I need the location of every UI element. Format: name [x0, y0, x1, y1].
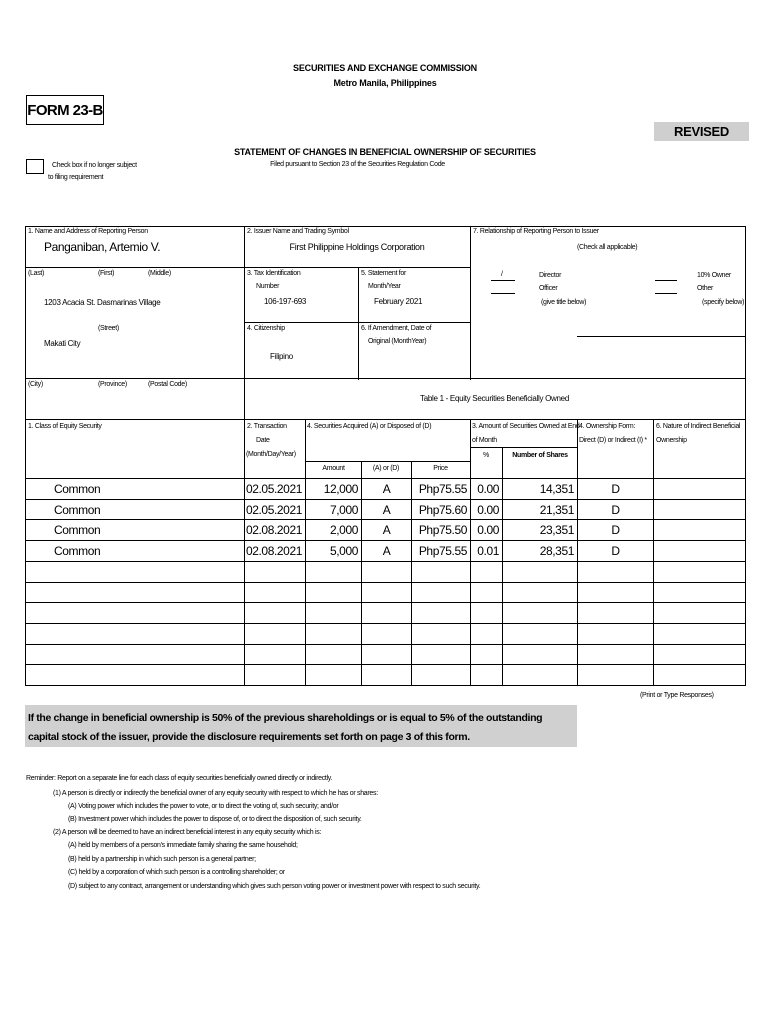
shares-cell: 23,351: [539, 523, 574, 537]
class-cell: Common: [54, 523, 101, 537]
price-cell: [412, 603, 470, 623]
a-or-d-cell: [362, 665, 411, 685]
citizenship-value: Filipino: [270, 352, 293, 361]
pct-cell: [471, 603, 502, 623]
reminder-item-2c: (C) held by a corporation of which such person is a controlling shareholder; or: [68, 869, 285, 876]
other-label: Other: [697, 285, 714, 292]
reminder-item-1: (1) A person is directly or indirectly the beneficial owner of any equity security with respect to which he has or shares:: [53, 790, 378, 797]
pct-cell: [471, 583, 502, 603]
class-cell: [26, 562, 244, 582]
amount-cell: [306, 665, 361, 685]
class-cell: Common: [54, 482, 101, 496]
statement-value: February 2021: [374, 297, 423, 306]
disclosure-notice-line2: capital stock of the issuer, provide the disclosure requirements set forth on page 3 of this form.: [28, 731, 470, 743]
form-cell: D: [611, 523, 620, 537]
pct-cell: 0.00: [477, 523, 499, 537]
revised-label: REVISED: [674, 124, 729, 139]
form-cell: [578, 645, 653, 665]
col-nature-header-2: Ownership: [656, 437, 687, 444]
class-cell: [26, 583, 244, 603]
price-cell: Php75.60: [418, 503, 467, 517]
tin-label-1: 3. Tax Identification: [247, 270, 301, 277]
pct-cell: 0.00: [477, 482, 499, 496]
specify-below-label: (specify below): [702, 299, 745, 306]
col-owned-header-2: of Month: [472, 437, 497, 444]
ten-pct-owner-label: 10% Owner: [697, 272, 731, 279]
a-or-d-cell: A: [382, 482, 391, 496]
pct-cell: [471, 624, 502, 644]
col-pct-header: %: [483, 452, 489, 459]
owner-check-line: [655, 280, 677, 281]
a-or-d-cell: [362, 562, 411, 582]
date-cell: 02.08.2021: [245, 523, 302, 537]
other-check-line: [655, 293, 677, 294]
form-cell: [578, 603, 653, 623]
shares-cell: [503, 603, 577, 623]
table-caption: Table 1 - Equity Securities Beneficially Owned: [420, 394, 569, 403]
reporter-label: 1. Name and Address of Reporting Person: [28, 228, 148, 235]
reminder-item-2: (2) A person will be deemed to have an indirect beneficial interest in any equity security which is:: [53, 829, 322, 836]
nature-cell: [654, 541, 745, 561]
director-check-line: [491, 280, 515, 281]
middle-label: (Middle): [148, 270, 171, 277]
class-cell: [26, 645, 244, 665]
print-or-type-note: (Print or Type Responses): [640, 692, 714, 699]
a-or-d-cell: A: [382, 503, 391, 517]
date-cell: [245, 624, 305, 644]
reporter-name: Panganiban, Artemio V.: [44, 240, 161, 254]
shares-cell: [503, 624, 577, 644]
revised-badge: [654, 122, 749, 141]
form-cell: D: [611, 544, 620, 558]
class-cell: [26, 603, 244, 623]
reminder-item-2a: (A) held by members of a person's immediate family sharing the same household;: [68, 842, 298, 849]
col-form-header-1: 4. Ownership Form:: [579, 423, 636, 430]
form-cell: D: [611, 503, 620, 517]
col-a-or-d-header: (A) or (D): [372, 465, 400, 472]
col-amount-header: Amount: [322, 465, 345, 472]
first-label: (First): [98, 270, 115, 277]
class-cell: [26, 665, 244, 685]
disclosure-notice-line1: If the change in beneficial ownership is 50% of the previous shareholdings or is equal to 5% of the outstanding: [28, 712, 543, 724]
amount-cell: [306, 603, 361, 623]
date-cell: [245, 645, 305, 665]
reminder-item-1b: (B) Investment power which includes the power to dispose of, or to direct the disposition of, such security.: [68, 816, 362, 823]
give-title-label: (give title below): [541, 299, 587, 306]
nature-cell: [654, 603, 745, 623]
col-acquired-header: 4. Securities Acquired (A) or Disposed of (D): [307, 423, 432, 430]
a-or-d-cell: A: [382, 544, 391, 558]
director-label: Director: [539, 272, 562, 279]
amount-cell: 2,000: [329, 523, 358, 537]
issuer-label: 2. Issuer Name and Trading Symbol: [247, 228, 349, 235]
tin-value: 106-197-693: [264, 297, 307, 306]
shares-cell: [503, 562, 577, 582]
check-all-label: (Check all applicable): [577, 244, 638, 251]
form-cell: [578, 624, 653, 644]
amendment-label-1: 6. If Amendment, Date of: [361, 325, 432, 332]
nature-cell: [654, 500, 745, 520]
class-cell: Common: [54, 544, 101, 558]
col-shares-header: Number of Shares: [512, 452, 568, 459]
a-or-d-cell: [362, 583, 411, 603]
street-label: (Street): [98, 325, 119, 332]
director-mark: /: [501, 271, 503, 278]
amount-cell: [306, 645, 361, 665]
reminder-item-2b: (B) held by a partnership in which such person is a general partner;: [68, 856, 256, 863]
form-cell: [578, 665, 653, 685]
officer-check-line: [491, 293, 515, 294]
nature-cell: [654, 520, 745, 540]
reminder-item-2d: (D) subject to any contract, arrangement or understanding which gives such person voting power or investment power with respect to such security.: [68, 883, 481, 890]
amount-cell: 12,000: [323, 482, 358, 496]
a-or-d-cell: [362, 624, 411, 644]
col-date-header-3: (Month/Day/Year): [246, 451, 296, 458]
date-cell: 02.08.2021: [245, 544, 302, 558]
col-date-header-1: 2. Transaction: [247, 423, 287, 430]
a-or-d-cell: [362, 603, 411, 623]
date-cell: [245, 603, 305, 623]
col-nature-header-1: 6. Nature of Indirect Beneficial: [656, 423, 741, 430]
form-cell: [578, 583, 653, 603]
amount-cell: 5,000: [329, 544, 358, 558]
province-label: (Province): [98, 381, 127, 388]
statement-label-1: 5. Statement for: [361, 270, 407, 277]
price-cell: Php75.50: [418, 523, 467, 537]
price-cell: Php75.55: [418, 544, 467, 558]
date-cell: [245, 562, 305, 582]
nature-cell: [654, 665, 745, 685]
officer-label: Officer: [539, 285, 558, 292]
nature-cell: [654, 562, 745, 582]
checkbox-label-line1: Check box if no longer subject: [52, 162, 137, 169]
form-title: STATEMENT OF CHANGES IN BENEFICIAL OWNERSHIP OF SECURITIES: [234, 147, 536, 157]
reminder-text: Reminder: Report on a separate line for each class of equity securities beneficially owned directly or indirectly.: [26, 775, 333, 782]
nature-cell: [654, 645, 745, 665]
form-cell: D: [611, 482, 620, 496]
reminder-item-1a: (A) Voting power which includes the power to vote, or to direct the voting of, such security; and/or: [68, 803, 339, 810]
price-cell: [412, 665, 470, 685]
a-or-d-cell: [362, 645, 411, 665]
tin-label-2: Number: [256, 283, 280, 290]
shares-cell: 14,351: [539, 482, 574, 496]
amendment-label-2: Original (MonthYear): [368, 338, 427, 345]
date-cell: 02.05.2021: [245, 482, 302, 496]
pct-cell: 0.00: [477, 503, 499, 517]
reporter-street: 1203 Acacia St. Dasmarinas Village: [44, 298, 161, 307]
no-longer-subject-checkbox[interactable]: [26, 159, 44, 174]
price-cell: [412, 624, 470, 644]
disclosure-notice-box: [25, 705, 577, 747]
filed-pursuant: Filed pursuant to Section 23 of the Securities Regulation Code: [270, 161, 445, 168]
pct-cell: [471, 645, 502, 665]
form-cell: [578, 562, 653, 582]
amount-cell: [306, 583, 361, 603]
amount-cell: 7,000: [329, 503, 358, 517]
agency-name: SECURITIES AND EXCHANGE COMMISSION: [293, 63, 477, 73]
form-number: FORM 23-B: [27, 101, 103, 119]
shares-cell: [503, 645, 577, 665]
reporter-city: Makati City: [44, 339, 81, 348]
relationship-label: 7. Relationship of Reporting Person to Issuer: [473, 228, 599, 235]
form-number-box: [26, 95, 104, 125]
class-cell: [26, 624, 244, 644]
city-label: (City): [28, 381, 43, 388]
last-label: (Last): [28, 270, 45, 277]
col-price-header: Price: [433, 465, 448, 472]
shares-cell: 28,351: [539, 544, 574, 558]
price-cell: [412, 562, 470, 582]
col-class-header: 1. Class of Equity Security: [28, 423, 102, 430]
col-form-header-2: Direct (D) or Indirect (I) *: [579, 437, 647, 444]
price-cell: Php75.55: [418, 482, 467, 496]
class-cell: Common: [54, 503, 101, 517]
date-cell: [245, 665, 305, 685]
price-cell: [412, 583, 470, 603]
pct-cell: [471, 665, 502, 685]
a-or-d-cell: A: [382, 523, 391, 537]
pct-cell: [471, 562, 502, 582]
pct-cell: 0.01: [477, 544, 499, 558]
statement-label-2: Month/Year: [368, 283, 401, 290]
price-cell: [412, 645, 470, 665]
col-date-header-2: Date: [256, 437, 270, 444]
shares-cell: [503, 583, 577, 603]
agency-location: Metro Manila, Philippines: [333, 78, 437, 88]
nature-cell: [654, 624, 745, 644]
col-owned-header-1: 3. Amount of Securities Owned at End: [472, 423, 580, 430]
shares-cell: [503, 665, 577, 685]
postal-code-label: (Postal Code): [148, 381, 187, 388]
checkbox-label-line2: to filing requirement: [48, 174, 104, 181]
issuer-name: First Philippine Holdings Corporation: [289, 242, 425, 252]
shares-cell: 21,351: [539, 503, 574, 517]
citizenship-label: 4. Citizenship: [247, 325, 285, 332]
amount-cell: [306, 624, 361, 644]
date-cell: 02.05.2021: [245, 503, 302, 517]
amount-cell: [306, 562, 361, 582]
date-cell: [245, 583, 305, 603]
nature-cell: [654, 479, 745, 499]
nature-cell: [654, 583, 745, 603]
